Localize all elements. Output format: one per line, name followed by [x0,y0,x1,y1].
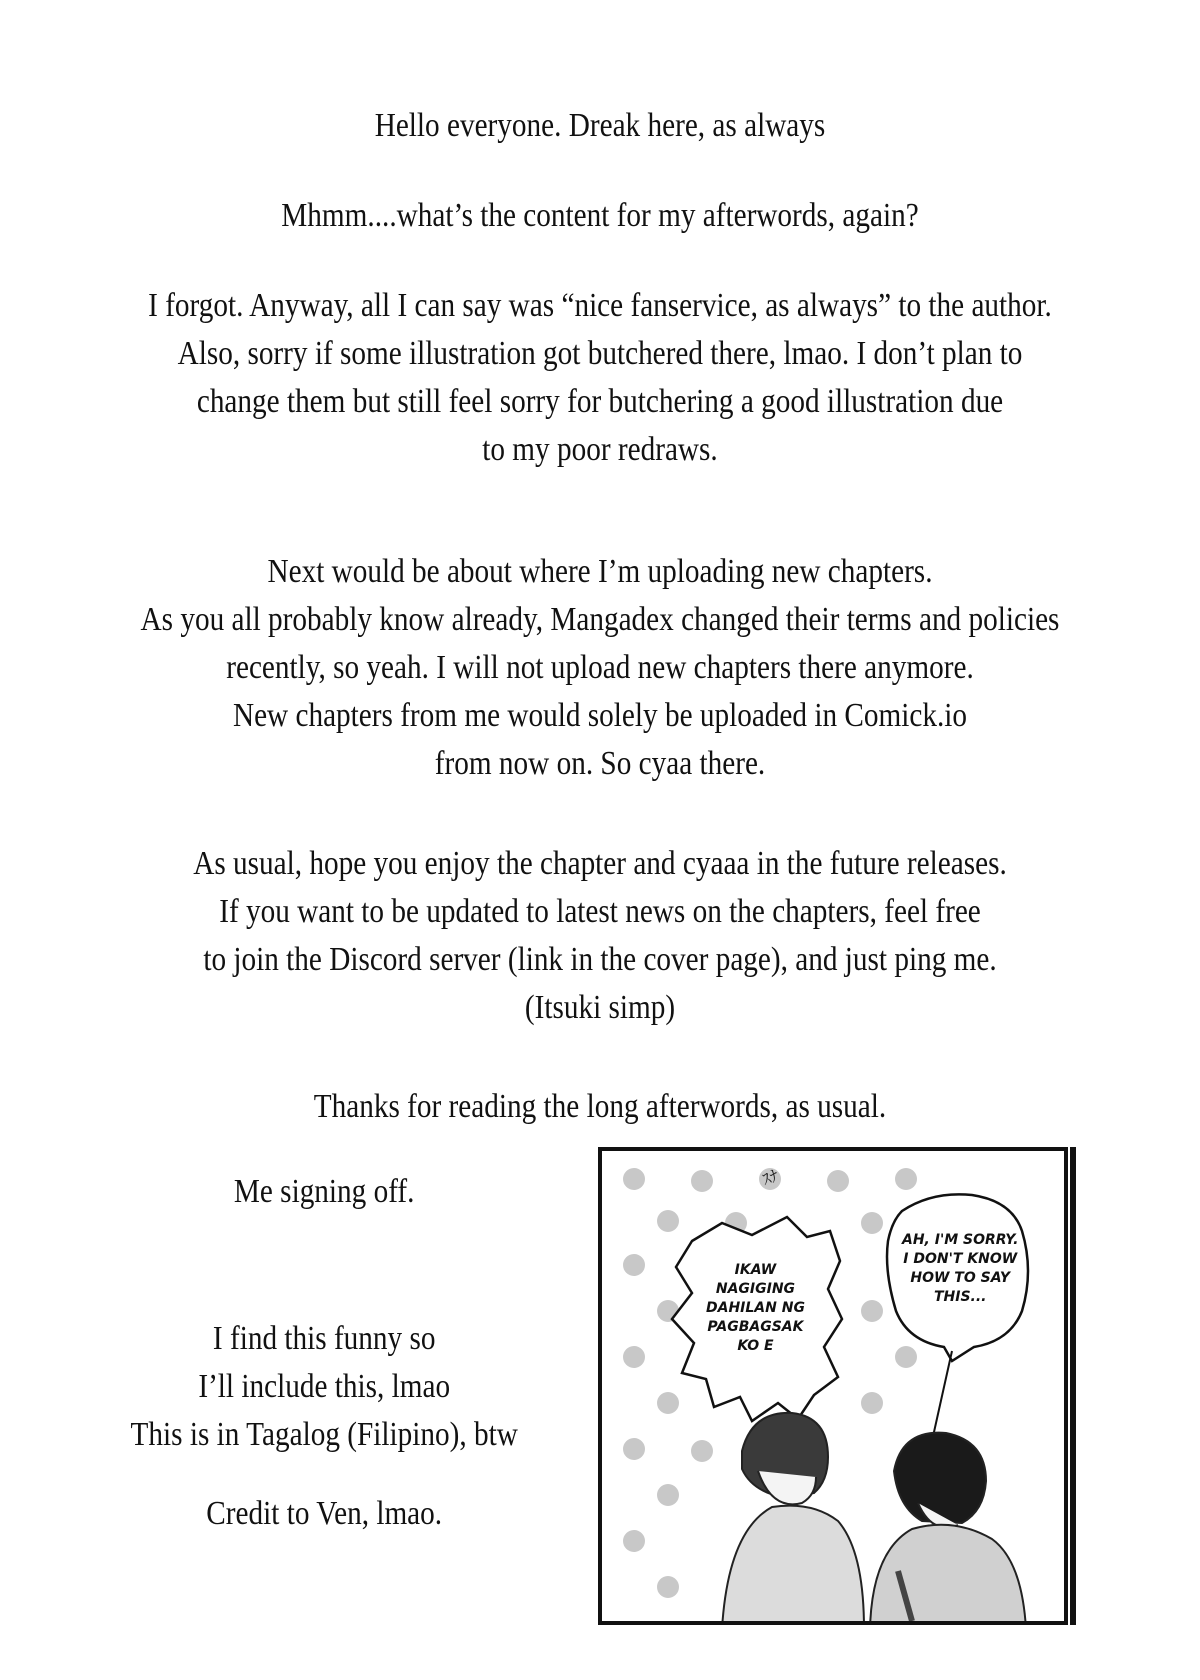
bubble-line: IKAW [734,1262,777,1278]
greeting-text [84,102,1116,150]
panel-border [1070,1147,1076,1625]
question-line: Mhmm....what’s the content for my afterwords, again? [281,197,919,234]
text-line: As you all probably know already, Mangadex changed their terms and policies [140,601,1060,638]
signoff-line: Me signing off. [233,1173,415,1210]
bubble-line: KO E [737,1338,774,1354]
credit-line: Credit to Ven, lmao. [206,1495,443,1532]
text-line: to join the Discord server (link in the cover page), and just ping me. [203,941,997,978]
left-bubble-text [706,1261,805,1356]
text-line: As usual, hope you enjoy the chapter and cyaaa in the future releases. [193,845,1007,882]
sound-effect: ｽﾅ [759,1165,782,1190]
funny-note [101,1315,548,1459]
paragraph-forgot [84,282,1116,474]
right-bubble-text [902,1231,1018,1307]
text-line: from now on. So cyaa there. [434,745,766,782]
bubble-line: HOW TO SAY [910,1270,1011,1286]
manga-panel [598,1147,1068,1625]
man-figure [870,1433,1026,1625]
greeting-line: Hello everyone. Dreak here, as always [374,107,826,144]
text-line: This is in Tagalog (Filipino), btw [130,1416,518,1453]
text-line: I find this funny so [212,1320,436,1357]
bubble-line: AH, I'M SORRY. [902,1232,1019,1248]
text-line: I forgot. Anyway, all I can say was “nice fanservice, as always” to the author. [148,287,1052,324]
paragraph-uploads [84,548,1116,788]
text-line: Also, sorry if some illustration got butchered there, lmao. I don’t plan to [177,335,1023,372]
credit-text [101,1490,548,1538]
panel-artwork [602,1151,1068,1625]
bubble-line: DAHILAN NG [706,1300,805,1316]
text-line: change them but still feel sorry for butchering a good illustration due [196,383,1004,420]
text-line: to my poor redraws. [482,431,718,468]
text-line: New chapters from me would solely be uploaded in Comick.io [232,697,968,734]
bubble-line: NAGIGING [715,1281,796,1297]
text-line: If you want to be updated to latest news on the chapters, feel free [219,893,981,930]
text-line: Next would be about where I’m uploading new chapters. [267,553,933,590]
text-line: recently, so yeah. I will not upload new chapters there anymore. [226,649,974,686]
thanks-line: Thanks for reading the long afterwords, as usual. [313,1088,887,1125]
bubble-line: PAGBAGSAK [707,1319,804,1335]
text-line: I’ll include this, lmao [198,1368,451,1405]
signoff-text [101,1168,548,1216]
question-text [84,192,1116,240]
girl-figure [722,1413,864,1625]
bubble-line: THIS... [933,1289,987,1305]
bubble-line: I DON'T KNOW [903,1251,1018,1267]
text-line: (Itsuki simp) [524,989,676,1026]
paragraph-enjoy [84,840,1116,1032]
thanks-text [84,1083,1116,1131]
